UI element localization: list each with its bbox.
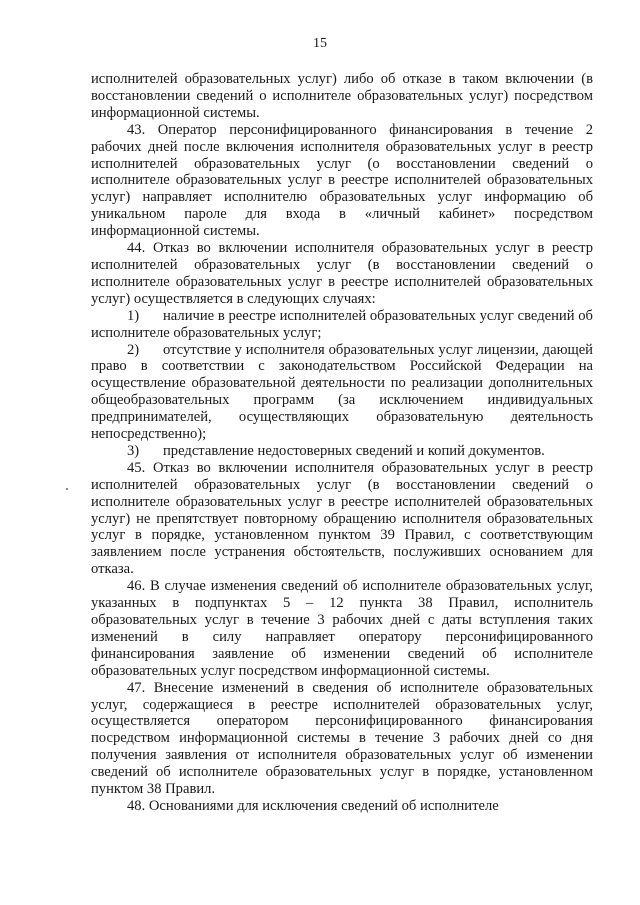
margin-dot xyxy=(66,488,68,490)
list-item-number: 2) xyxy=(127,341,140,358)
page-number: 15 xyxy=(313,36,327,51)
list-item-number: 3) xyxy=(127,442,140,459)
paragraph-45: 45. Отказ во включении исполнителя образовательных услуг в реестр исполнителей образовательных услуг (в восстановлении сведений о исполнителе образовательных услуг в реестре исполнителей образовательных услуг) не препятствует повторному обращению исполнителя образовательных услуг в порядке, установленном пунктом 39 Правил, с соответствующим заявлением после устранения обстоятельств, послуживших основанием для отказа. xyxy=(91,459,593,578)
paragraph-48: 48. Основаниями для исключения сведений об исполнителе xyxy=(127,797,499,814)
list-item-text: представление недостоверных сведений и копий документов. xyxy=(163,442,545,459)
list-item-text: отсутствие у исполнителя образовательных услуг лицензии, дающей право в соответствии с законодательством Российской Федерации на осуществление образовательной деятельности по реализации дополнительных общеобразовательных программ (за исключением индивидуальных предпринимателей, осуществляющих образовательную деятельность непосредственно); xyxy=(91,341,593,443)
list-item xyxy=(91,443,593,460)
list-item xyxy=(91,342,593,443)
list-item-number: 1) xyxy=(127,307,140,324)
paragraph-44: 44. Отказ во включении исполнителя образовательных услуг в реестр исполнителей образовательных услуг (в восстановлении сведений о исполнителе образовательных услуг в реестре исполнителей образовательных услуг) осуществляется в следующих случаях: xyxy=(91,240,593,307)
paragraph-46: 46. В случае изменения сведений об исполнителе образовательных услуг, указанных в подпунктах 5 – 12 пункта 38 Правил, исполнитель образовательных услуг в течение 3 рабочих дней с даты вступления таких изменений в силу направляет оператору персонифицированного финансирования заявление об изменении сведений об исполнителе образовательных услуг посредством информационной системы. xyxy=(91,578,593,679)
list-item xyxy=(91,308,593,342)
paragraph-47: 47. Внесение изменений в сведения об исполнителе образовательных услуг, содержащиеся в реестре исполнителей образовательных услуг, осуществляется оператором персонифицированного финансирования посредством информационной системы в течение 3 рабочих дней со дня получения заявления от исполнителя образовательных услуг об изменении сведений об исполнителе образовательных услуг в порядке, установленном пунктом 38 Правил. xyxy=(91,679,593,798)
list-item-text: наличие в реестре исполнителей образовательных услуг сведений об исполнителе образовательных услуг; xyxy=(91,307,593,341)
paragraph-continuation: исполнителей образовательных услуг) либо об отказе в таком включении (в восстановлении сведений о исполнителе образовательных услуг) посредством информационной системы. xyxy=(91,71,593,121)
document-body xyxy=(91,71,593,815)
paragraph-43: 43. Оператор персонифицированного финансирования в течение 2 рабочих дней после включения исполнителя образовательных услуг в реестр исполнителей образовательных услуг (о восстановлении сведений о исполнителе образовательных услуг в реестре исполнителей образовательных услуг) направляет исполнителю образовательных услуг информацию об уникальном пароле для входа в «личный кабинет» посредством информационной системы. xyxy=(91,121,593,240)
